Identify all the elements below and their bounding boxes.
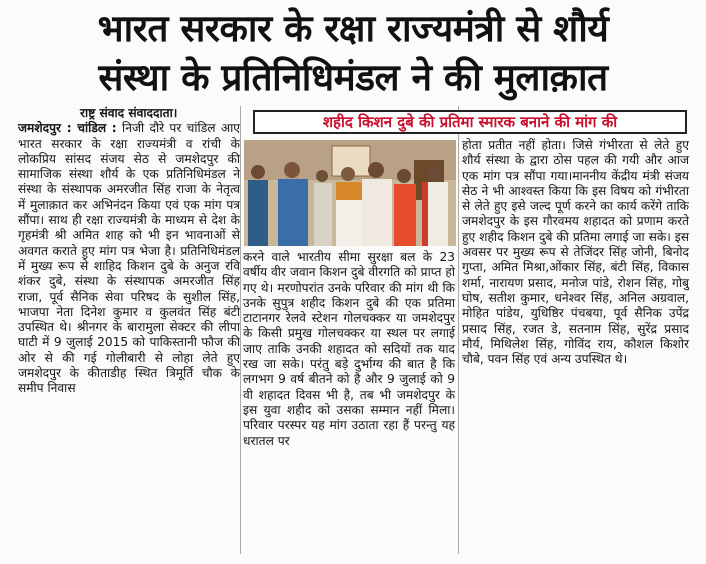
column-2-body: करने वाले भारतीय सीमा सुरक्षा बल के 23 वर्षीय वीर जवान किशन दुबे वीरगति को प्राप्त हो गए थे। मरणोपरांत उनके परिवार की मांग थी कि उनके सुपुत्र शहीद किशन दुबे की एक प्रतिमा टाटानगर रेलवे स्टेशन गोलचक्कर या जमशेदपुर के किसी प्रमुख गोलचक्कर या स्थल पर लगाई जाए ताकि उनकी शहादत को सदियों तक याद रख जा सके। परंतु बड़े दुर्भाग्य की बात है कि लगभग 9 वर्ष बीतने को है और 9 जुलाई को 9 वी शहादत दिवस भी है, तब भी जमशेदपुर के इस युवा शहीद को उसका सम्मान नहीं मिला। परिवार परस्पर यह मांग उठाता रहा हैं परन्तु यह धरातल पर	[243, 250, 455, 448]
delegation-photo-illustration	[244, 140, 456, 246]
dateline: जमशेदपुर : चांडिल :	[18, 121, 117, 136]
news-photo	[244, 140, 456, 246]
article-column-3	[462, 138, 689, 367]
headline-line-1: भारत सरकार के रक्षा राज्यमंत्री से शौर्य	[97, 7, 609, 50]
subheading-box	[253, 110, 687, 134]
headline-line-2: संस्था के प्रतिनिधिमंडल ने की मुलाक़ात	[98, 56, 608, 99]
column-1-text	[18, 121, 240, 396]
column-divider	[240, 106, 241, 554]
column-divider	[458, 106, 459, 554]
column-3-body: होता प्रतीत नहीं होता। जिसे गंभीरता से लेते हुए शौर्य संस्था के द्वारा ठोस पहल की गयी और आज एक मांग पत्र सौंपा गया।माननीय केंद्रीय मंत्री संजय सेठ ने भी आश्वस्त किया कि इस विषय को गंभीरता से लेते हुए इसे जल्द पूर्ण करने का कार्य करेंगे ताकि जमशेदपुर के इस गौरवमय शहादत को प्रणाम करते हुए शहीद किशन दुबे की प्रतिमा लगाई जा सके। इस अवसर पर मुख्य रूप से तेजिंदर सिंह जोनी, बिनोद गुप्ता, अमित मिश्रा,ओंकार सिंह, बंटी सिंह, विकास शर्मा, नारायण प्रसाद, मनोज पांडे, रोशन सिंह, गोबु घोष, सतीश कुमार, धनेश्वर सिंह, अनिल अग्रवाल, मोहित पांडेय, युधिष्ठिर पंचबया, पूर्व सैनिक उपेंद्र प्रसाद सिंह, रजत डे, सतनाम सिंह, सुरेंद्र प्रसाद मौर्य, मिथिलेश सिंह, गोविंद राय, कौशल किशोर चौबे, पवन सिंह एवं अन्य उपस्थित थे।	[462, 138, 689, 367]
column-1-body: निजी दौरे पर चांडिल आए भारत सरकार के रक्षा राज्यमंत्री व रांची के लोकप्रिय सांसद संजय सेठ से जमशेदपुर की सामाजिक संस्था शौर्य के एक प्रतिनिधिमंडल ने संस्था के संस्थापक अमरजीत सिंह राजा के नेतृत्व में मुलाक़ात कर अभिनंदन किया एवं एक मांग पत्र सौंपा। साथ ही रक्षा राज्यमंत्री के माध्यम से देश के गृहमंत्री श्री अमित शाह को भी इन भावनाओं से अवगत कराते हुए मांग पत्र भेजा है। प्रतिनिधिमंडल में मुख्य रूप से शाहिद किशन दुबे के अनुज रवि शंकर दुबे, संस्था के संस्थापक अमरजीत सिंह राजा, पूर्व सैनिक सेवा परिषद के सुशील सिंह, भाजपा नेता दिनेश कुमार व कुलवंत सिंह बंटी उपस्थित थे। श्रीनगर के बारामुला सेक्टर की लीपा घाटी में 9 जुलाई 2015 को पाकिस्तानी फौज की ओर से की गई गोलीबारी से लोहा लेते हुए जमशेदपुर के कीताडीह स्थित त्रिमूर्ति चौक के समीप निवास	[18, 121, 241, 396]
article-column-2	[243, 250, 455, 449]
subheading: शहीद किशन दुबे की प्रतिमा स्मारक बनाने की मांग की	[322, 113, 618, 131]
byline: राष्ट्र संवाद संवाददाता।	[80, 106, 178, 120]
article-column-1	[18, 106, 240, 397]
